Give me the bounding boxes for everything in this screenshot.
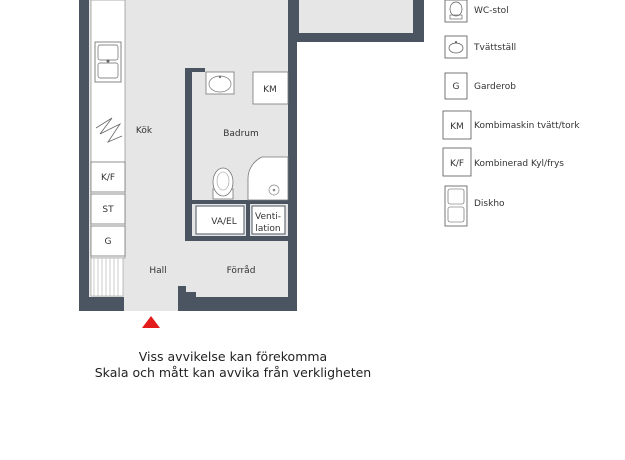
legend-item-wardrobe (445, 73, 516, 99)
room-label-kitchen: Kök (135, 126, 153, 136)
disclaimer-line-1: Viss avvikelse kan förekomma (138, 349, 328, 364)
storage-door-jamb (186, 292, 196, 297)
label-st: ST (102, 205, 114, 215)
upper-room-floor (299, 0, 413, 33)
legend-item-dish-sink (445, 186, 505, 226)
svg-text:G: G (452, 82, 460, 92)
shaft-wall-top (192, 200, 288, 204)
legend-label-wardrobe: Garderob (474, 82, 517, 92)
entrance-arrow-icon (142, 316, 160, 328)
bathroom-sink (206, 72, 234, 94)
bathroom-wall-top (185, 68, 205, 72)
hall-storage-wall (178, 286, 186, 297)
room-label-storage: Förråd (226, 266, 256, 276)
bathroom-wall-left (185, 68, 192, 241)
label-g: G (104, 237, 112, 247)
label-kf: K/F (100, 173, 116, 183)
legend-item-wc (445, 0, 509, 22)
room-label-bathroom: Badrum (223, 129, 259, 139)
label-ventilation-1: Venti- (255, 212, 281, 222)
legend-label-dish-sink: Diskho (474, 199, 505, 209)
svg-text:K/F: K/F (449, 159, 465, 169)
entrance-door-gap (124, 297, 178, 311)
bathroom-toilet (213, 168, 233, 199)
label-vael: VA/EL (211, 217, 237, 227)
legend-label-sink: Tvättställ (474, 43, 517, 53)
shower-area (248, 157, 288, 200)
legend-label-washer: Kombimaskin tvätt/tork (474, 121, 580, 131)
legend-item-fridge (443, 148, 564, 176)
disclaimer-line-2: Skala och mått kan avvika från verkligheten (94, 365, 372, 380)
label-ventilation-2: lation (255, 224, 281, 234)
shaft-wall-divider (246, 204, 250, 236)
legend-item-washer (443, 111, 580, 139)
legend (443, 0, 580, 226)
legend-item-sink (445, 36, 516, 58)
label-km: KM (263, 85, 277, 95)
shaft-wall-bottom (192, 236, 288, 241)
legend-label-fridge: Kombinerad Kyl/frys (474, 159, 564, 169)
legend-label-wc: WC-stol (474, 6, 509, 16)
room-label-hall: Hall (149, 266, 167, 276)
svg-text:KM: KM (450, 122, 464, 132)
hall-wardrobe-rack (91, 258, 123, 296)
